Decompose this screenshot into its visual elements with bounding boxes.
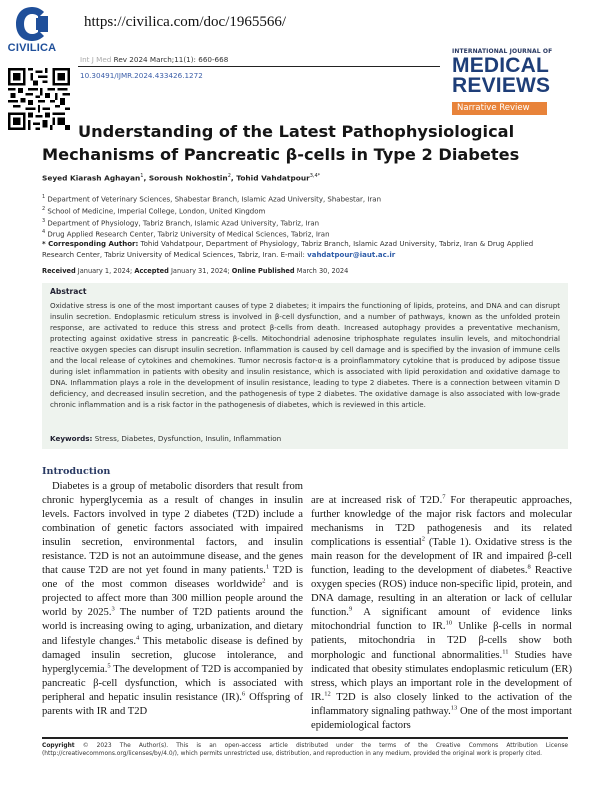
citation-ref: 3 (111, 605, 115, 613)
keywords-text: Stress, Diabetes, Dysfunction, Insulin, Inflammation (94, 434, 282, 443)
keywords-label: Keywords: (50, 434, 93, 443)
author-affiliation-ref: 1 (140, 173, 144, 179)
author-name: Seyed Kiarash Aghayan (42, 173, 141, 183)
body-text: Studies have indicated that obesity stimulates endoplasmic reticulum (ER) stress, which plays an important role in the development of IR. (311, 649, 572, 703)
copyright-text: © 2023 The Author(s). This is an open-access article distributed under the terms of the Creative Commons Attribution License (http://creativecommons.org/licenses/by/4.0/), which permits unrestricted use, distribution, and reproduction in any medium, provided the original work is properly cited. (42, 743, 569, 758)
body-text: Offspring of parents with IR and T2D (42, 691, 304, 717)
abstract-heading: Abstract (50, 287, 87, 296)
civilica-logo-text: CIVILICA (7, 42, 57, 54)
body-text: The development of T2D is accompanied by pancreatic β-cell dysfunction, which is associated with peripheral and hepatic insulin resistance (IR). (42, 663, 303, 703)
body-text: This metabolic disease is defined by damaged insulin secretion, glucose intolerance, and hyperglycemia. (42, 635, 303, 675)
body-text: Unlike β-cells in normal patients, mitochondria in T2D β-cells show both morphologic and functional abnormalities. (311, 621, 572, 661)
citation-ref: 2 (262, 577, 266, 585)
header-rule (78, 66, 440, 67)
body-column-right (311, 494, 572, 733)
civilica-logo (6, 4, 58, 60)
body-text: T2D is one of the most common diseases worldwide (42, 565, 303, 591)
accepted-date: January 31, 2024; (170, 267, 230, 275)
affiliation-text: Department of Veterinary Sciences, Shabestar Branch, Islamic Azad University, Shabestar, Iran (47, 195, 382, 204)
citation-ref: 4 (135, 633, 140, 641)
body-text: (Table 1). Oxidative stress is the main reason for the development of IR and impaired β-cell function, leading to the development of diabetes. (311, 537, 572, 577)
corresponding-label: * Corresponding Author: (42, 240, 139, 248)
citation-ref: 2 (421, 535, 425, 543)
affiliation-list (42, 193, 381, 240)
citation-ref: 5 (107, 662, 111, 670)
affiliation-number: 3 (42, 217, 46, 224)
intro-paragraph-left (42, 480, 303, 719)
body-text: T2D is also closely linked to the activation of the inflammatory signaling pathway. (311, 691, 572, 717)
citation-ref: 9 (348, 605, 353, 613)
body-text: The number of T2D patients around the world is increasing owing to aging, urbanization, and dietary and lifestyle changes. (42, 607, 303, 647)
affiliation-number: 1 (42, 194, 46, 200)
author-name: Soroush Nokhostin (148, 173, 228, 183)
body-text: are at increased risk of T2D. (311, 495, 443, 506)
citation-ref: 6 (241, 690, 246, 698)
citation-ref: 11 (502, 647, 509, 655)
received-date: January 1, 2024; (77, 267, 133, 275)
affiliation-item (42, 193, 381, 205)
article-type-badge: Narrative Review (452, 102, 547, 115)
body-text: and is projected to affect more than 300 million people around the world by 2025. (42, 579, 303, 619)
author-list: Seyed Kiarash Aghayan$^1$, Soroush Nokhostin$^2$, Tohid Vahdatpour$^{3,4*}$ (42, 173, 321, 183)
journal-name-line1: INTERNATIONAL JOURNAL OF (452, 48, 553, 55)
title-line-2: Mechanisms of Pancreatic β-cells in Type 2 Diabetes (42, 145, 520, 164)
citation-ref: 8 (527, 563, 531, 571)
keywords-line (50, 434, 281, 443)
affiliation-text: Drug Applied Research Center, Tabriz University of Medical Sciences, Tabriz, Iran (47, 230, 330, 239)
body-column-left (42, 480, 303, 719)
journal-name-line2: MEDICAL (452, 54, 550, 77)
intro-paragraph-right (311, 494, 572, 733)
journal-name-line3: REVIEWS (452, 74, 551, 97)
citation-line (80, 55, 228, 64)
source-url-link[interactable]: https://civilica.com/doc/1965566/ (84, 14, 287, 30)
affiliation-item (42, 205, 381, 217)
article-dates (42, 267, 348, 275)
body-text: Diabetes is a group of metabolic disorders that result from chronic hyperglycemia as a result of changes in insulin levels. Factors involved in type 2 diabetes (T2D) include a combination of genetic factors associated with impaired insulin secretion, environmental factors, and insulin resistance. T2D is not an autoimmune disease, and the genes that cause T2D are not yet found in many patients. (42, 481, 303, 577)
citation-prefix: Int J Med (80, 55, 112, 64)
affiliation-text: Department of Physiology, Tabriz Branch, Islamic Azad University, Tabriz, Iran (47, 218, 320, 227)
copyright-notice (42, 742, 568, 758)
email-link[interactable]: vahdatpour@iaut.ac.ir (307, 250, 396, 259)
received-label: Received (42, 267, 76, 275)
footer-rule (42, 737, 568, 739)
doi-link[interactable]: 10.30491/IJMR.2024.433426.1272 (80, 71, 203, 80)
citation-ref: 7 (442, 493, 446, 501)
corresponding-text: Tohid Vahdatpour, Department of Physiology, Tabriz Branch, Islamic Azad University, Tabriz, Iran & Drug Applied Research Center, Tabriz University of Medical Sciences, Tabriz, Iran. E-mail: (42, 240, 534, 259)
accepted-label: Accepted (134, 267, 169, 275)
body-text: A significant amount of evidence links mitochondrial function to IR. (311, 607, 572, 633)
copyright-label: Copyright (42, 743, 75, 749)
citation-ref: 1 (265, 563, 270, 571)
article-title (42, 120, 572, 166)
citation-ref: 10 (445, 619, 453, 627)
introduction-heading: Introduction (42, 466, 111, 477)
author-name: Tohid Vahdatpour (236, 173, 310, 183)
affiliation-number: 2 (42, 205, 46, 212)
author-affiliation-ref: 2 (227, 173, 231, 179)
affiliation-text: School of Medicine, Imperial College, London, United Kingdom (47, 207, 266, 216)
author-affiliation-ref: 3,4* (309, 173, 321, 179)
affiliation-item (42, 217, 381, 229)
citation-ref: 13 (450, 704, 458, 712)
published-label: Online Published (231, 267, 295, 275)
title-line-1: Understanding of the Latest Pathophysiological (78, 122, 515, 141)
body-text: Reactive oxygen species (ROS) induce non-specific lipid, protein, and DNA damage, resulting in an alteration or lack of cellular function. (311, 565, 572, 619)
abstract-box (42, 283, 568, 449)
affiliation-number: 4 (42, 229, 46, 236)
citation-text: Rev 2024 March;11(1): 660-668 (113, 55, 229, 64)
body-text: One of the most important epidemiological factors (311, 705, 572, 731)
published-date: March 30, 2024 (296, 267, 349, 275)
civilica-c-icon (15, 6, 49, 42)
body-text: For therapeutic approaches, further knowledge of the major risk factors and molecular mechanisms in T2D pathogenesis and its related complications is essential (311, 495, 573, 549)
abstract-text: Oxidative stress is one of the most important causes of type 2 diabetes; it impairs the functioning of lipids, proteins, and DNA and can disrupt insulin secretion. Endoplasmic reticulum stress is involved in β-cell dysfunction, and a number of pathways, known as the unfolded protein response, are activated to reduce this stress and protect β-cells from death. Increased autophagy provides a preventative mechanism, protecting against oxidative stress in pancreatic β-cells. Mitochondrial adenosine triphosphate regulates insulin levels, and mitochondrial reactive oxygen species can disrupt insulin secretion. Inflammation is caused by cell damage and is specified by the invasion of immune cells and the local release of cytokines and chemokines. Tumor necrosis factor-α is a proinflammatory cytokine that is produced by adipose tissue during islet inflammation in patients with obesity and insulin resistance, which is associated with lipid peroxidation and oxidative damage to DNA. Inflammation plays a role in the development of insulin resistance, leading to type 2 diabetes. There is a connection between vitamin D deficiency, and decreased insulin secretion, and the pathogenesis of type 2 diabetes. The oxidative damage is also associated with low-grade chronic inflammation and is a risk factor in the pathogenesis of diabetes, which is reviewed in this article. (50, 301, 560, 410)
corresponding-author (42, 239, 562, 260)
citation-ref: 12 (324, 690, 331, 698)
journal-brand (452, 48, 572, 115)
